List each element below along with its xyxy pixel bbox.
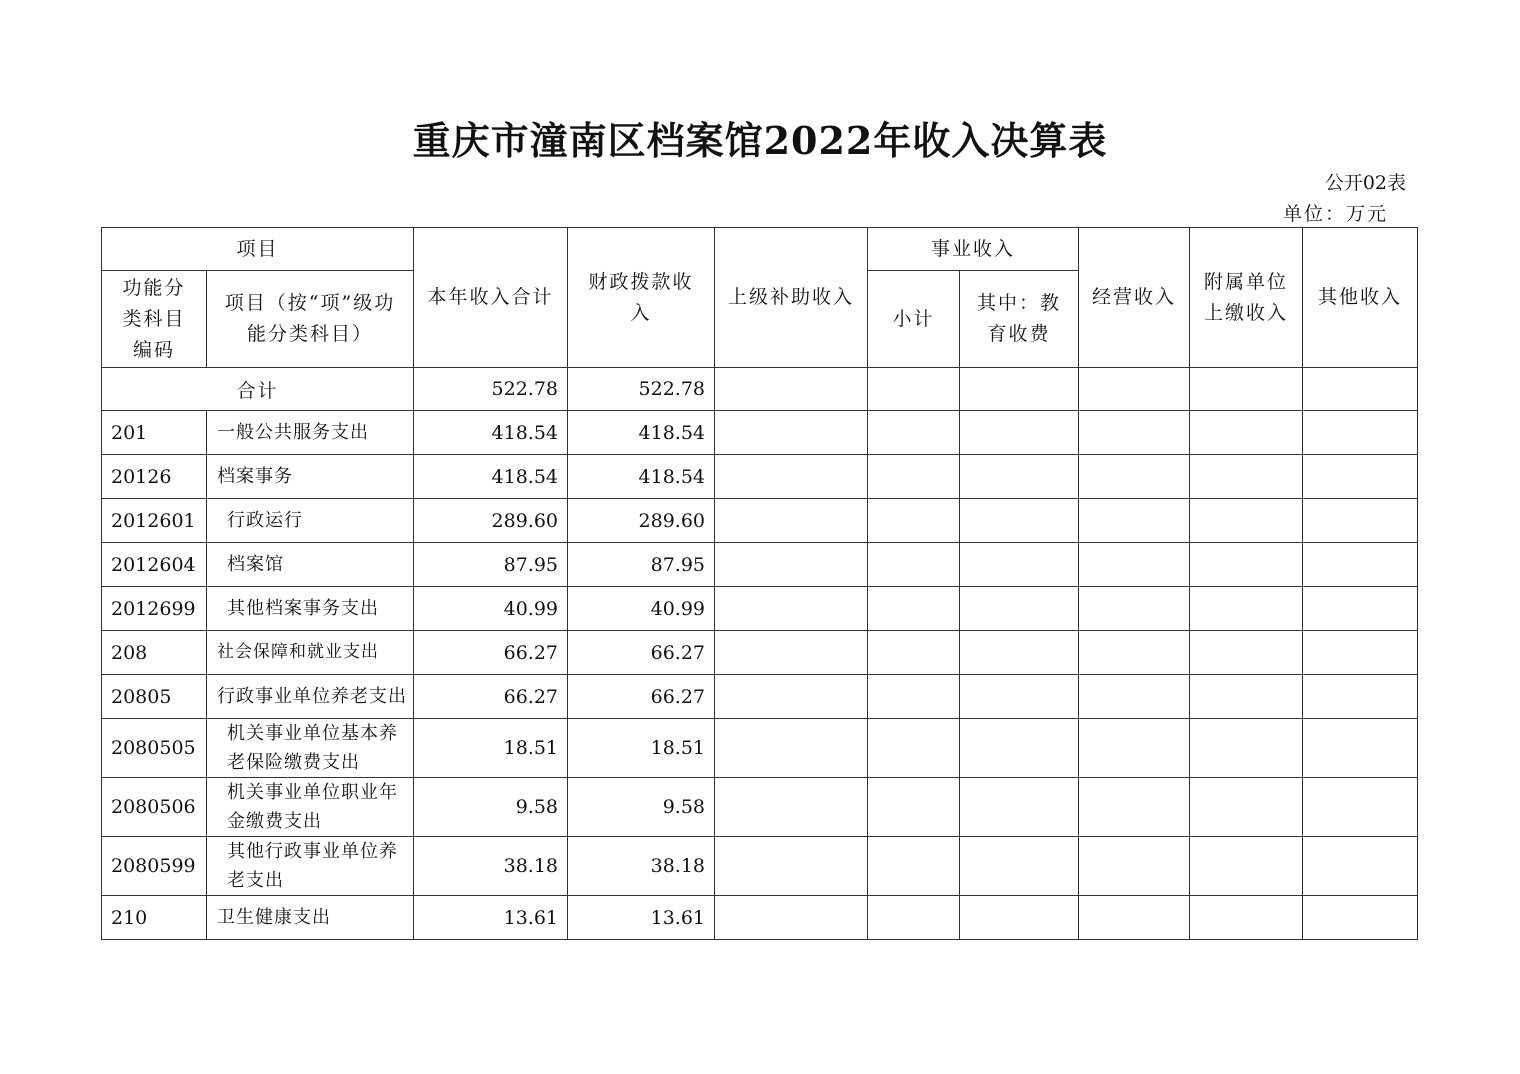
row-fiscal-appropriation: 87.95 bbox=[568, 543, 715, 587]
empty-cell bbox=[868, 719, 960, 778]
total-fiscal-value: 522.78 bbox=[568, 368, 715, 411]
header-func-code: 功能分类科目编码 bbox=[102, 271, 207, 368]
empty-cell bbox=[715, 631, 868, 675]
empty-cell bbox=[1190, 587, 1303, 631]
empty-cell bbox=[1303, 455, 1418, 499]
empty-cell bbox=[960, 896, 1079, 940]
empty-cell bbox=[960, 411, 1079, 455]
table-row bbox=[102, 896, 1418, 940]
total-label: 合计 bbox=[102, 368, 414, 411]
empty-cell bbox=[1190, 837, 1303, 896]
table-row bbox=[102, 543, 1418, 587]
header-operating-income: 经营收入 bbox=[1079, 228, 1190, 368]
empty-cell bbox=[1190, 896, 1303, 940]
header-total-income: 本年收入合计 bbox=[414, 228, 568, 368]
row-name: 档案馆 bbox=[207, 543, 414, 587]
header-other-income: 其他收入 bbox=[1303, 228, 1418, 368]
empty-cell bbox=[715, 499, 868, 543]
empty-cell bbox=[1303, 675, 1418, 719]
header-affiliated-units: 附属单位上缴收入 bbox=[1190, 228, 1303, 368]
empty-cell bbox=[1079, 778, 1190, 837]
empty-cell bbox=[1079, 675, 1190, 719]
row-code: 201 bbox=[102, 411, 207, 455]
form-number: 公开02表 bbox=[1324, 172, 1406, 194]
empty-cell bbox=[1079, 499, 1190, 543]
row-name: 一般公共服务支出 bbox=[207, 411, 414, 455]
empty-cell bbox=[960, 587, 1079, 631]
row-code: 2012604 bbox=[102, 543, 207, 587]
empty-cell bbox=[715, 778, 868, 837]
empty-cell bbox=[960, 368, 1079, 411]
empty-cell bbox=[715, 368, 868, 411]
total-row bbox=[102, 368, 1418, 411]
row-code: 20126 bbox=[102, 455, 207, 499]
table-row bbox=[102, 455, 1418, 499]
header-superior-subsidy: 上级补助收入 bbox=[715, 228, 868, 368]
table-row bbox=[102, 778, 1418, 837]
empty-cell bbox=[1190, 455, 1303, 499]
empty-cell bbox=[1079, 837, 1190, 896]
row-total-income: 38.18 bbox=[414, 837, 568, 896]
empty-cell bbox=[868, 837, 960, 896]
row-code: 2012699 bbox=[102, 587, 207, 631]
empty-cell bbox=[1190, 368, 1303, 411]
table-row bbox=[102, 837, 1418, 896]
row-name: 机关事业单位基本养老保险缴费支出 bbox=[207, 719, 414, 778]
unit-label: 单位：万元 bbox=[1282, 203, 1388, 225]
row-total-income: 9.58 bbox=[414, 778, 568, 837]
row-name: 行政运行 bbox=[207, 499, 414, 543]
row-name: 档案事务 bbox=[207, 455, 414, 499]
row-code: 20805 bbox=[102, 675, 207, 719]
empty-cell bbox=[1303, 499, 1418, 543]
empty-cell bbox=[868, 411, 960, 455]
empty-cell bbox=[1303, 719, 1418, 778]
empty-cell bbox=[1190, 411, 1303, 455]
row-total-income: 289.60 bbox=[414, 499, 568, 543]
row-fiscal-appropriation: 66.27 bbox=[568, 675, 715, 719]
empty-cell bbox=[868, 543, 960, 587]
table-row bbox=[102, 411, 1418, 455]
row-fiscal-appropriation: 40.99 bbox=[568, 587, 715, 631]
empty-cell bbox=[960, 719, 1079, 778]
empty-cell bbox=[1190, 543, 1303, 587]
table-row bbox=[102, 631, 1418, 675]
empty-cell bbox=[960, 675, 1079, 719]
empty-cell bbox=[960, 455, 1079, 499]
row-code: 2012601 bbox=[102, 499, 207, 543]
empty-cell bbox=[715, 455, 868, 499]
row-name: 行政事业单位养老支出 bbox=[207, 675, 414, 719]
row-code: 2080599 bbox=[102, 837, 207, 896]
row-total-income: 40.99 bbox=[414, 587, 568, 631]
row-fiscal-appropriation: 13.61 bbox=[568, 896, 715, 940]
empty-cell bbox=[1079, 896, 1190, 940]
empty-cell bbox=[1079, 587, 1190, 631]
row-total-income: 18.51 bbox=[414, 719, 568, 778]
empty-cell bbox=[1303, 631, 1418, 675]
empty-cell bbox=[1079, 368, 1190, 411]
row-fiscal-appropriation: 38.18 bbox=[568, 837, 715, 896]
row-code: 210 bbox=[102, 896, 207, 940]
row-name: 其他档案事务支出 bbox=[207, 587, 414, 631]
empty-cell bbox=[715, 411, 868, 455]
row-code: 208 bbox=[102, 631, 207, 675]
header-business-income: 事业收入 bbox=[868, 228, 1079, 271]
empty-cell bbox=[1303, 543, 1418, 587]
header-fiscal-appropriation: 财政拨款收入 bbox=[568, 228, 715, 368]
empty-cell bbox=[1079, 543, 1190, 587]
empty-cell bbox=[868, 499, 960, 543]
row-fiscal-appropriation: 289.60 bbox=[568, 499, 715, 543]
empty-cell bbox=[960, 778, 1079, 837]
empty-cell bbox=[1303, 368, 1418, 411]
row-fiscal-appropriation: 66.27 bbox=[568, 631, 715, 675]
row-name: 卫生健康支出 bbox=[207, 896, 414, 940]
total-income-value: 522.78 bbox=[414, 368, 568, 411]
empty-cell bbox=[960, 631, 1079, 675]
empty-cell bbox=[1303, 587, 1418, 631]
empty-cell bbox=[868, 675, 960, 719]
empty-cell bbox=[1303, 411, 1418, 455]
empty-cell bbox=[715, 587, 868, 631]
empty-cell bbox=[1190, 631, 1303, 675]
table-row bbox=[102, 719, 1418, 778]
empty-cell bbox=[1079, 455, 1190, 499]
row-total-income: 66.27 bbox=[414, 631, 568, 675]
table-body bbox=[102, 228, 1418, 940]
empty-cell bbox=[715, 719, 868, 778]
header-subtotal: 小计 bbox=[868, 271, 960, 368]
empty-cell bbox=[715, 837, 868, 896]
row-name: 其他行政事业单位养老支出 bbox=[207, 837, 414, 896]
empty-cell bbox=[1079, 411, 1190, 455]
row-total-income: 66.27 bbox=[414, 675, 568, 719]
row-fiscal-appropriation: 418.54 bbox=[568, 455, 715, 499]
empty-cell bbox=[1190, 719, 1303, 778]
header-project-name: 项目（按“项”级功能分类科目） bbox=[207, 271, 414, 368]
empty-cell bbox=[1303, 837, 1418, 896]
row-fiscal-appropriation: 18.51 bbox=[568, 719, 715, 778]
empty-cell bbox=[1190, 499, 1303, 543]
empty-cell bbox=[715, 543, 868, 587]
empty-cell bbox=[868, 631, 960, 675]
row-name: 机关事业单位职业年金缴费支出 bbox=[207, 778, 414, 837]
empty-cell bbox=[960, 499, 1079, 543]
row-fiscal-appropriation: 418.54 bbox=[568, 411, 715, 455]
header-project: 项目 bbox=[102, 228, 414, 271]
row-total-income: 87.95 bbox=[414, 543, 568, 587]
page-title: 重庆市潼南区档案馆2022年收入决算表 bbox=[412, 118, 1108, 163]
empty-cell bbox=[960, 543, 1079, 587]
empty-cell bbox=[868, 778, 960, 837]
income-table bbox=[101, 227, 1418, 940]
empty-cell bbox=[1079, 719, 1190, 778]
row-code: 2080505 bbox=[102, 719, 207, 778]
empty-cell bbox=[1303, 778, 1418, 837]
empty-cell bbox=[1303, 896, 1418, 940]
empty-cell bbox=[960, 837, 1079, 896]
row-code: 2080506 bbox=[102, 778, 207, 837]
empty-cell bbox=[868, 587, 960, 631]
row-total-income: 418.54 bbox=[414, 411, 568, 455]
empty-cell bbox=[1079, 631, 1190, 675]
empty-cell bbox=[868, 455, 960, 499]
table-row bbox=[102, 675, 1418, 719]
header-row-1 bbox=[102, 228, 1418, 271]
empty-cell bbox=[868, 896, 960, 940]
empty-cell bbox=[868, 368, 960, 411]
row-total-income: 13.61 bbox=[414, 896, 568, 940]
empty-cell bbox=[1190, 778, 1303, 837]
empty-cell bbox=[715, 675, 868, 719]
row-total-income: 418.54 bbox=[414, 455, 568, 499]
header-education-fees: 其中：教育收费 bbox=[960, 271, 1079, 368]
table-row bbox=[102, 587, 1418, 631]
table-row bbox=[102, 499, 1418, 543]
row-fiscal-appropriation: 9.58 bbox=[568, 778, 715, 837]
empty-cell bbox=[715, 896, 868, 940]
row-name: 社会保障和就业支出 bbox=[207, 631, 414, 675]
empty-cell bbox=[1190, 675, 1303, 719]
